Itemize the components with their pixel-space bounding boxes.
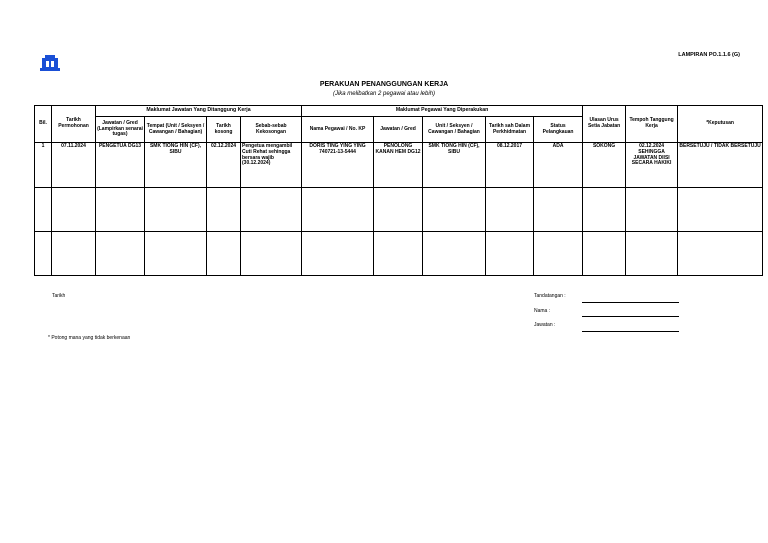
nama-label: Nama : bbox=[534, 308, 551, 314]
col-header-status: Status Pelangkauan bbox=[534, 117, 583, 143]
col-header-keputusan: *Keputusan bbox=[678, 106, 763, 143]
cell-unit: SMK TIONG HIN (CF), SIBU bbox=[423, 143, 486, 188]
cell-jawatan-gred-pegawai: PENOLONG KANAN HEM DG12 bbox=[374, 143, 423, 188]
table-row bbox=[35, 188, 763, 232]
col-header-tarikh-sah: Tarikh sah Dalam Perkhidmatan bbox=[486, 117, 534, 143]
tandatangan-line[interactable] bbox=[582, 302, 679, 303]
cell-tarikh-permohonan: 07.11.2024 bbox=[52, 143, 96, 188]
col-header-tarikh-kosong: Tarikh kosong bbox=[207, 117, 241, 143]
group-header-jawatan: Maklumat Jawatan Yang Ditanggung Kerja bbox=[96, 106, 302, 117]
organization-logo-icon bbox=[40, 53, 60, 71]
certification-table bbox=[34, 105, 763, 276]
col-header-bil: Bil. bbox=[35, 106, 52, 143]
cell-ulasan: SOKONG bbox=[583, 143, 626, 188]
cell-tempoh: 02.12.2024 SEHINGGA JAWATAN DIISI SECARA HAKIKI bbox=[626, 143, 678, 188]
nama-line[interactable] bbox=[582, 316, 679, 317]
cell-jawatan-gred: PENGETUA DG13 bbox=[96, 143, 145, 188]
col-header-unit: Unit / Seksyen / Cawangan / Bahagian bbox=[423, 117, 486, 143]
cell-nama-pegawai: DORIS TING YING YING 740721-13-5444 bbox=[302, 143, 374, 188]
jawatan-label: Jawatan : bbox=[534, 322, 556, 328]
cell-sebab: Pengetua mengambil Cuti Rehat sehingga bersara wajib (30.12.2024) bbox=[241, 143, 302, 188]
footnote: * Potong mana yang tidak berkenaan bbox=[48, 335, 131, 341]
col-header-ulasan: Ulasan Urus Setia Jabatan bbox=[583, 106, 626, 143]
col-header-jawatan-gred-pegawai: Jawatan / Gred bbox=[374, 117, 423, 143]
table-row bbox=[35, 232, 763, 276]
col-header-nama-pegawai: Nama Pegawai / No. KP bbox=[302, 117, 374, 143]
cell-status: ADA bbox=[534, 143, 583, 188]
col-header-tempoh: Tempoh Tanggung Kerja bbox=[626, 106, 678, 143]
cell-bil: 1 bbox=[35, 143, 52, 188]
cell-tempat: SMK TIONG HIN (CF), SIBU bbox=[145, 143, 207, 188]
cell-tarikh-sah: 08.12.2017 bbox=[486, 143, 534, 188]
col-header-jawatan-gred: Jawatan / Gred (Lampirkan senarai tugas) bbox=[96, 117, 145, 143]
col-header-sebab: Sebab-sebab Kekosongan bbox=[241, 117, 302, 143]
document-reference: LAMPIRAN PO.1.1.6 (G) bbox=[678, 52, 740, 58]
cell-keputusan: BERSETUJU / TIDAK BERSETUJU bbox=[678, 143, 763, 188]
page-title: PERAKUAN PENANGGUNGAN KERJA bbox=[319, 81, 449, 88]
table-row bbox=[35, 143, 763, 188]
col-header-tarikh-permohonan: Tarikh Permohonan bbox=[52, 106, 96, 143]
tandatangan-label: Tandatangan : bbox=[534, 293, 566, 299]
page-subtitle: (Jika melibatkan 2 pegawai atau lebih) bbox=[332, 91, 436, 97]
group-header-pegawai: Maklumat Pegawai Yang Diperakukan bbox=[302, 106, 583, 117]
jawatan-line[interactable] bbox=[582, 331, 679, 332]
tarikh-label: Tarikh bbox=[52, 293, 66, 299]
col-header-tempat: Tempat (Unit / Seksyen / Cawangan / Bahagian) bbox=[145, 117, 207, 143]
cell-tarikh-kosong: 02.12.2024 bbox=[207, 143, 241, 188]
